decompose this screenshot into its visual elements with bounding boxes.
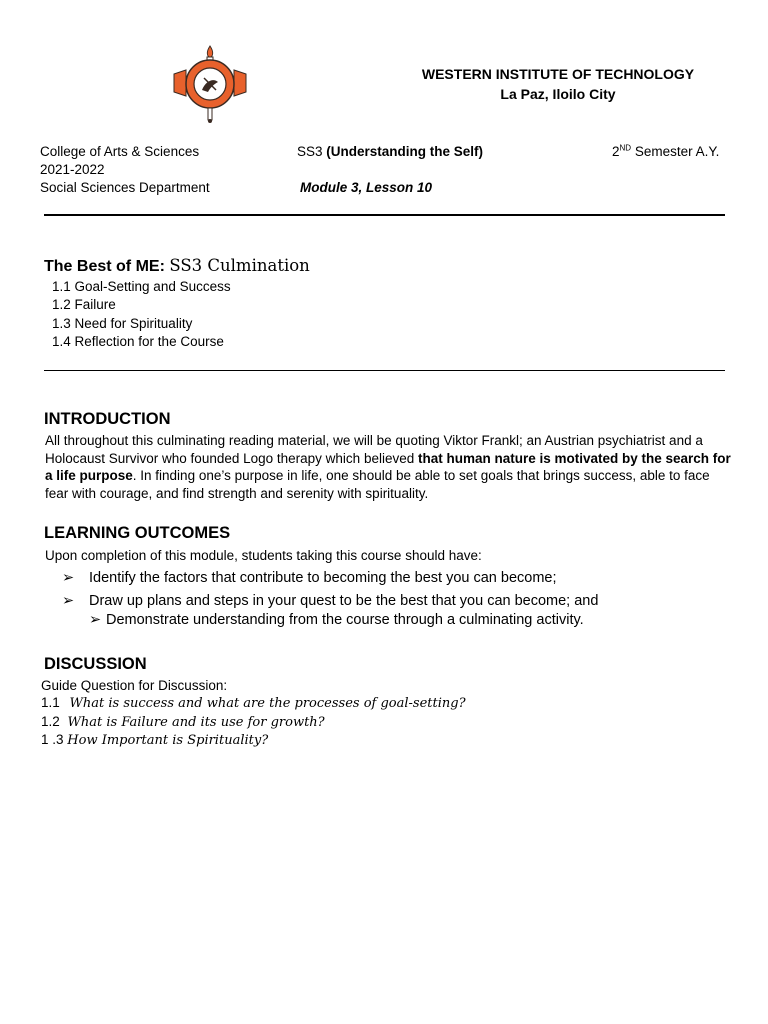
outcome-item: Identify the factors that contribute to becoming the best you can become;: [89, 570, 557, 586]
institution-location: La Paz, Iloilo City: [500, 86, 616, 102]
learning-outcomes-heading: LEARNING OUTCOMES: [44, 524, 231, 542]
introduction-text-bold: that human nature is motivated by the search for a life purpose: [45, 450, 731, 483]
bullet-icon: ➢: [89, 612, 102, 628]
question-text: What is success and what are the processes of goal-setting?: [69, 696, 466, 711]
introduction-text-start: All throughout this culminating reading material, we will be quoting Viktor Frankl; an Austrian psychiatrist and a Holocaust Survivor who founded Logo therapy which believed: [45, 433, 703, 466]
discussion-question: [41, 695, 466, 711]
institution-seal-logo: [170, 44, 250, 124]
question-text: How Important is Spirituality?: [67, 733, 269, 748]
semester-text: Semester A.Y.: [634, 144, 720, 159]
outcome-item: Draw up plans and steps in your quest to be the best that you can become; and: [89, 593, 599, 609]
discussion-intro: Guide Question for Discussion:: [41, 678, 228, 693]
course-title: [297, 143, 483, 161]
header-divider: [44, 214, 725, 216]
question-number: 1 .3: [41, 732, 64, 747]
discussion-question: [41, 714, 325, 730]
semester-superscript: ND: [619, 143, 632, 153]
lesson-title-rest: SS3 Culmination: [169, 256, 310, 275]
bullet-icon: ➢: [62, 593, 75, 609]
department-name: Social Sciences Department: [40, 180, 210, 195]
toc-item: 1.4 Reflection for the Course: [52, 334, 224, 349]
course-code: SS3: [297, 144, 323, 159]
introduction-text-end: . In finding one’s purpose in life, one should be able to set goals that brings success, able to face fear with courage, and find strength and serenity with spirituality.: [45, 468, 710, 501]
toc-divider: [44, 370, 725, 371]
toc-item: 1.3 Need for Spirituality: [52, 316, 193, 331]
discussion-heading: DISCUSSION: [44, 655, 147, 673]
academic-year: 2021-2022: [40, 162, 105, 177]
question-number: 1.1: [41, 695, 60, 710]
discussion-question: [41, 732, 268, 748]
bullet-icon: ➢: [62, 570, 75, 586]
toc-item: 1.1 Goal-Setting and Success: [52, 279, 231, 294]
course-name: (Understanding the Self): [326, 144, 484, 159]
question-text: What is Failure and its use for growth?: [67, 715, 325, 730]
lesson-title-bold: The Best of ME:: [44, 258, 165, 275]
semester-label: [612, 143, 719, 161]
module-label: Module 3, Lesson 10: [300, 180, 433, 195]
outcome-item: Demonstrate understanding from the course through a culminating activity.: [106, 612, 584, 628]
semester-number: 2: [612, 144, 620, 159]
lesson-title: [44, 256, 310, 276]
toc-item: 1.2 Failure: [52, 297, 116, 312]
introduction-text: [45, 432, 733, 502]
institution-name: WESTERN INSTITUTE OF TECHNOLOGY: [421, 66, 695, 82]
question-number: 1.2: [41, 714, 60, 729]
college-name: College of Arts & Sciences: [40, 144, 200, 159]
introduction-heading: INTRODUCTION: [44, 410, 171, 428]
learning-outcomes-intro: Upon completion of this module, students taking this course should have:: [45, 548, 482, 563]
